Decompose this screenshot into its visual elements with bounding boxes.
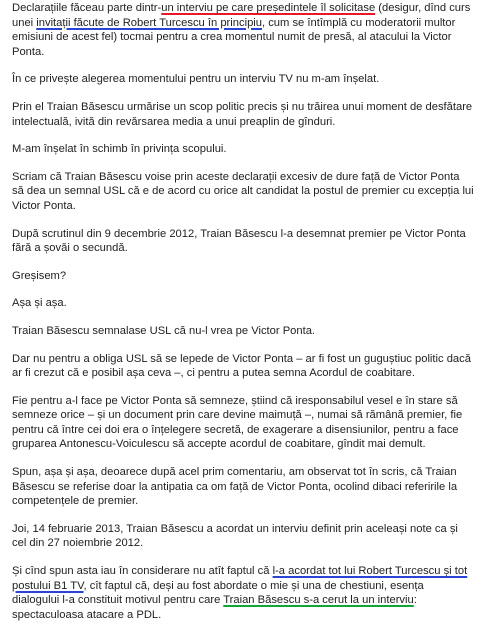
text-run: Spun, așa și așa, deoarece după acel prim comentariu, am observat tot în scris, că Traian Băsescu se referise doar la antipatia ca om față de Victor Ponta, ocolind dibaci referirile la competențele de premier.	[12, 466, 458, 508]
paragraph-gresisem	[12, 269, 474, 284]
text-run: Prin el Traian Băsescu urmărise un scop politic precis și nu trăirea unui moment de desfătare intelectuală, ivită din revărsarea media a unui preaplin de gînduri.	[12, 100, 473, 128]
text-run: Declarațiile făceau parte dintr-	[12, 2, 162, 14]
paragraph-acordul-de-coabitare	[12, 352, 474, 381]
text-run: , cît faptul că, deși au fost abordate o mie și una de chestiuni, esența dialogului l-a constituit motivul pentru care	[12, 579, 424, 607]
text-run: Așa și așa.	[12, 297, 67, 310]
paragraph-alegerea-momentului	[12, 72, 474, 87]
blue-underlined-phrase: l-a acordat tot lui Robert Turcescu și tot postului B1 TV	[12, 565, 468, 592]
text-run: După scrutinul din 9 decembrie 2012, Traian Băsescu l-a desemnat premier pe Victor Ponta fără a șovăi o secundă.	[12, 227, 466, 255]
article-body	[12, 1, 474, 635]
text-run: Scriam că Traian Băsescu voise prin aceste declarații excesiv de dure față de Victor Ponta să dea un semnal USL că e de acord cu orice alt candidat la postul de premier cu excepția lui Victor Ponta.	[12, 170, 474, 212]
paragraph-14-februarie	[12, 522, 474, 551]
text-run: Și cînd spun asta iau în considerare nu atît faptul că	[12, 565, 273, 578]
text-run: Joi, 14 februarie 2013, Traian Băsescu a acordat un interviu definit prin aceleași note ca și cel din 27 noiembrie 2012.	[12, 522, 458, 550]
text-run: : spectaculoasa atacare a PDL.	[12, 594, 417, 621]
paragraph-nu-il-vrea	[12, 324, 474, 339]
paragraph-scrutin	[12, 227, 474, 256]
paragraph-asa-si-asa	[12, 296, 474, 311]
paragraph-declaratii	[12, 1, 474, 59]
text-run: (desigur, dînd curs unei	[12, 2, 471, 29]
text-run: Dar nu pentru a obliga USL să se lepede de Victor Ponta – ar fi fost un guguștiuc politic dacă ar fi crezut că e posibil așa ceva –, ci pentru a putea semna Acordul de coabitare.	[12, 352, 471, 380]
paragraph-privinta-scopului	[12, 142, 474, 157]
text-run: M-am înșelat în schimb în privința scopului.	[12, 143, 227, 156]
paragraph-semnal-usl	[12, 170, 474, 214]
text-run: În ce privește alegerea momentului pentru un interviu TV nu m-am înșelat.	[12, 73, 380, 86]
paragraph-gruparea-antonescu	[12, 394, 474, 452]
blue-underlined-phrase: invitații făcute de Robert Turcescu în principiu	[36, 16, 262, 29]
green-underlined-phrase: Traian Băsescu s-a cerut la un interviu	[223, 594, 414, 607]
paragraph-b1-tv	[12, 564, 474, 622]
text-run: Greșisem?	[12, 269, 67, 282]
red-underlined-phrase: un interviu pe care președintele îl solicitase	[161, 2, 376, 14]
text-run: Fie pentru a-l face pe Victor Ponta să semneze, știind că iresponsabilul vesel e în stare să semneze orice – și un document prin care devine maimuță –, numai să rămână premier, fie pentru că între cei doi era o înțelegere secretă, de exagerare a disensiunilor, pentru a face gruparea Antonescu-Voiculescu să accepte acordul de coabitare, gîndit mai demult.	[12, 394, 463, 451]
paragraph-scop-politic	[12, 100, 474, 129]
text-run: Traian Băsescu semnalase USL că nu-l vrea pe Victor Ponta.	[12, 324, 316, 337]
text-run: , cum se întîmplă cu moderatorii multor emisiuni de acest fel) tocmai pentru a crea momentul numit de presă, al atacului la Victor Ponta.	[12, 16, 456, 58]
paragraph-prim-comentariu	[12, 465, 474, 509]
